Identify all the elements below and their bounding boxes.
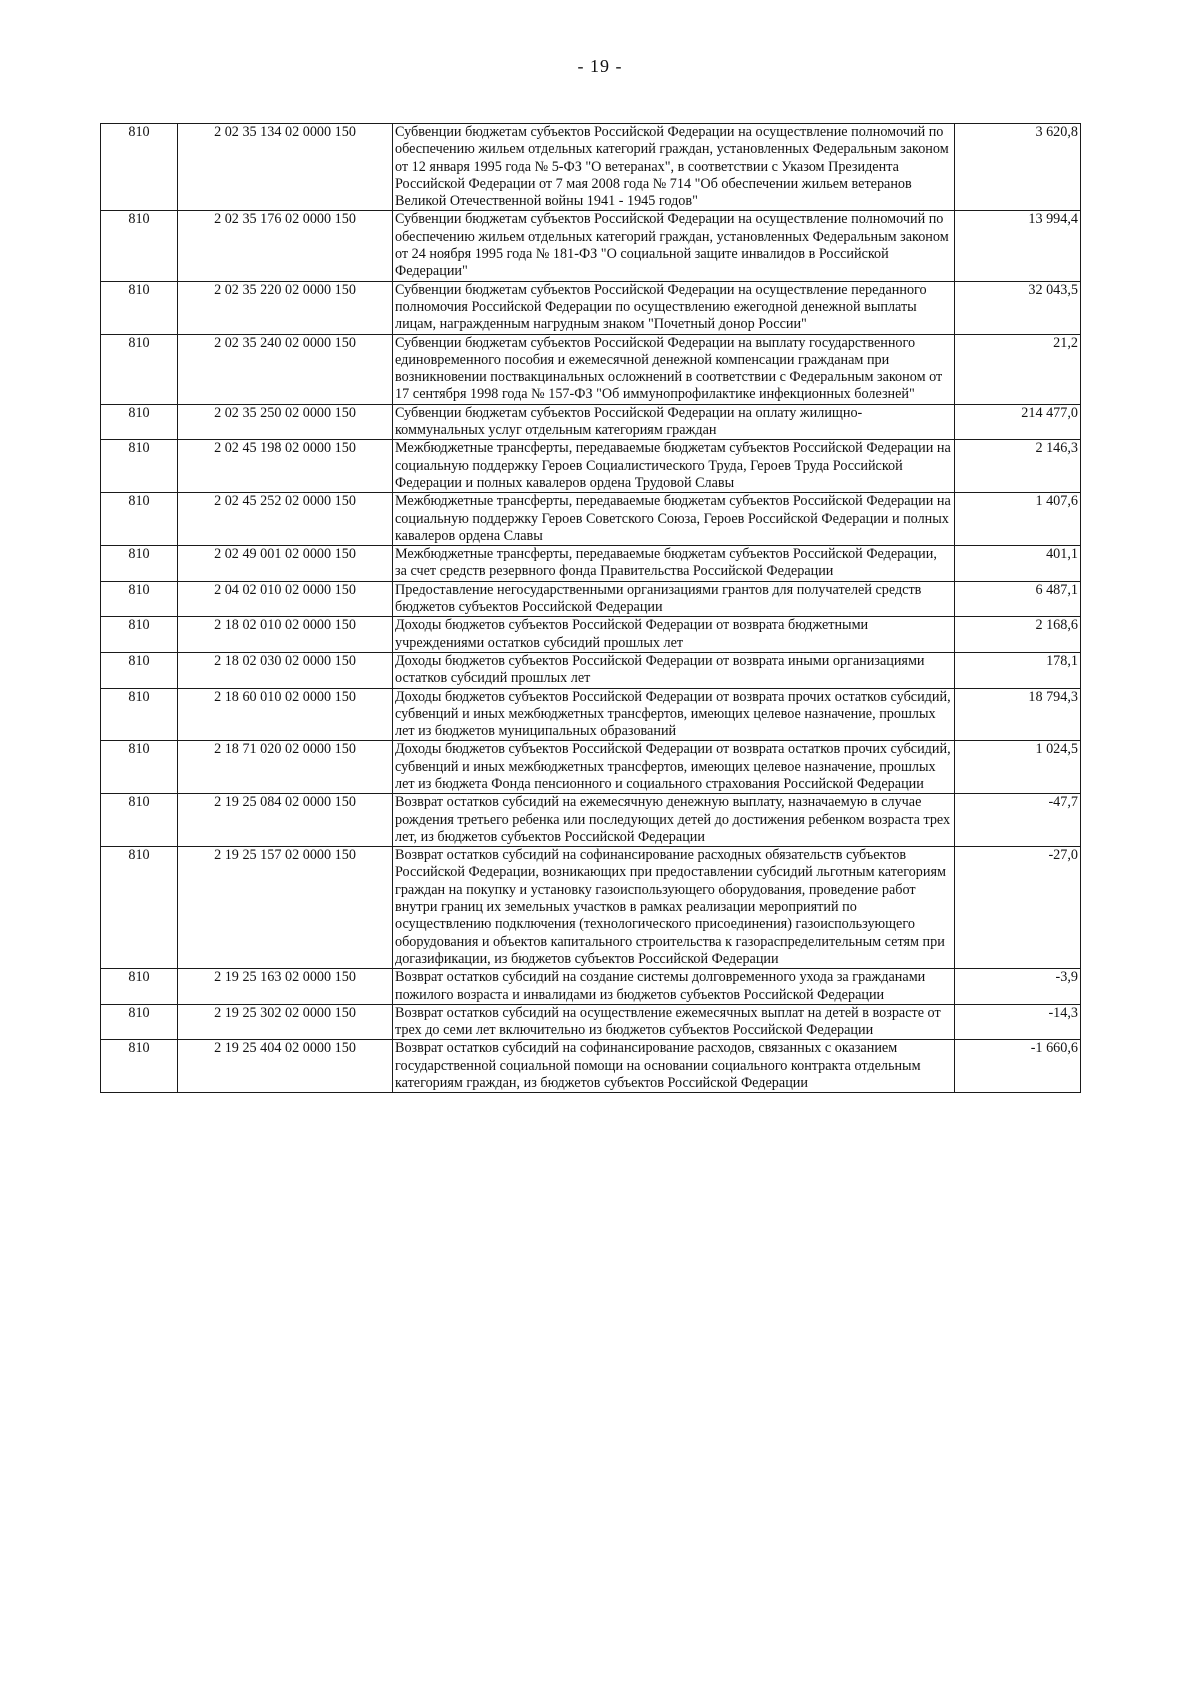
budget-code-cell: 2 19 25 404 02 0000 150 [178,1040,393,1093]
admin-code-cell: 810 [101,1040,178,1093]
admin-code-cell: 810 [101,794,178,847]
revenue-name-cell: Предоставление негосударственными организациями грантов для получателей средств бюджетов субъектов Российской Федерации [393,581,955,617]
revenue-name-cell: Возврат остатков субсидий на ежемесячную денежную выплату, назначаемую в случае рождения третьего ребенка или последующих детей до достижения ребенком возраста трех лет, из бюджетов субъектов Российской Федерации [393,794,955,847]
budget-code-cell: 2 18 60 010 02 0000 150 [178,688,393,741]
budget-code-cell: 2 02 35 134 02 0000 150 [178,124,393,211]
table-row [101,211,1081,281]
amount-cell: 2 146,3 [955,440,1081,493]
table-row [101,124,1081,211]
budget-code-cell: 2 02 35 176 02 0000 150 [178,211,393,281]
amount-cell: -27,0 [955,847,1081,969]
admin-code-cell: 810 [101,581,178,617]
revenue-name-cell: Доходы бюджетов субъектов Российской Федерации от возврата иными организациями остатков субсидий прошлых лет [393,652,955,688]
table-row [101,617,1081,653]
revenue-name-cell: Субвенции бюджетам субъектов Российской Федерации на выплату государственного единовременного пособия и ежемесячной денежной компенсации гражданам при возникновении поствакцинальных осложнений в соответствии с Федеральным законом от 17 сентября 1998 года № 157-ФЗ "Об иммунопрофилактике инфекционных болезней" [393,334,955,404]
admin-code-cell: 810 [101,404,178,440]
amount-cell: 13 994,4 [955,211,1081,281]
revenue-name-cell: Межбюджетные трансферты, передаваемые бюджетам субъектов Российской Федерации на социальную поддержку Героев Социалистического Труда, Героев Труда Российской Федерации и полных кавалеров ордена Трудовой Славы [393,440,955,493]
page-number: - 19 - [577,56,623,76]
budget-code-cell: 2 02 35 240 02 0000 150 [178,334,393,404]
table-row [101,546,1081,582]
table-row [101,794,1081,847]
budget-code-cell: 2 02 49 001 02 0000 150 [178,546,393,582]
revenue-name-cell: Доходы бюджетов субъектов Российской Федерации от возврата остатков прочих субсидий, субвенций и иных межбюджетных трансфертов, имеющих целевое назначение, прошлых лет из бюджета Фонда пенсионного и социального страхования Российской Федерации [393,741,955,794]
revenue-name-cell: Субвенции бюджетам субъектов Российской Федерации на оплату жилищно-коммунальных услуг отдельным категориям граждан [393,404,955,440]
admin-code-cell: 810 [101,124,178,211]
amount-cell: 214 477,0 [955,404,1081,440]
amount-cell: 18 794,3 [955,688,1081,741]
budget-code-cell: 2 19 25 084 02 0000 150 [178,794,393,847]
amount-cell: 178,1 [955,652,1081,688]
table-row [101,404,1081,440]
amount-cell: 3 620,8 [955,124,1081,211]
budget-code-cell: 2 04 02 010 02 0000 150 [178,581,393,617]
admin-code-cell: 810 [101,652,178,688]
table-row [101,1004,1081,1040]
admin-code-cell: 810 [101,440,178,493]
revenue-name-cell: Доходы бюджетов субъектов Российской Федерации от возврата бюджетными учреждениями остатков субсидий прошлых лет [393,617,955,653]
admin-code-cell: 810 [101,617,178,653]
amount-cell: 1 024,5 [955,741,1081,794]
budget-code-cell: 2 02 35 220 02 0000 150 [178,281,393,334]
table-row [101,688,1081,741]
table-row [101,334,1081,404]
amount-cell: 6 487,1 [955,581,1081,617]
table-row [101,1040,1081,1093]
admin-code-cell: 810 [101,546,178,582]
budget-code-cell: 2 19 25 157 02 0000 150 [178,847,393,969]
admin-code-cell: 810 [101,281,178,334]
budget-code-cell: 2 19 25 302 02 0000 150 [178,1004,393,1040]
admin-code-cell: 810 [101,493,178,546]
table-row [101,741,1081,794]
admin-code-cell: 810 [101,211,178,281]
table-row [101,493,1081,546]
table-row [101,581,1081,617]
budget-code-cell: 2 02 35 250 02 0000 150 [178,404,393,440]
revenue-name-cell: Возврат остатков субсидий на осуществление ежемесячных выплат на детей в возрасте от трех до семи лет включительно из бюджетов субъектов Российской Федерации [393,1004,955,1040]
admin-code-cell: 810 [101,847,178,969]
revenue-name-cell: Возврат остатков субсидий на софинансирование расходов, связанных с оказанием государственной социальной помощи на основании социального контракта отдельным категориям граждан, из бюджетов субъектов Российской Федерации [393,1040,955,1093]
revenue-name-cell: Межбюджетные трансферты, передаваемые бюджетам субъектов Российской Федерации, за счет средств резервного фонда Правительства Российской Федерации [393,546,955,582]
table-row [101,281,1081,334]
amount-cell: -1 660,6 [955,1040,1081,1093]
revenue-table-body [101,124,1081,1093]
table-row [101,440,1081,493]
table-row [101,847,1081,969]
budget-code-cell: 2 18 02 010 02 0000 150 [178,617,393,653]
amount-cell: -47,7 [955,794,1081,847]
amount-cell: -3,9 [955,969,1081,1005]
revenue-name-cell: Возврат остатков субсидий на софинансирование расходных обязательств субъектов Российской Федерации, возникающих при предоставлении субсидий льготным категориям граждан на покупку и установку газоиспользующего оборудования, проведение работ внутри границ их земельных участков в рамках реализации мероприятий по осуществлению подключения (технологического присоединения) газоиспользующего оборудования и объектов капитального строительства к газораспределительным сетям при догазификации, из бюджетов субъектов Российской Федерации [393,847,955,969]
admin-code-cell: 810 [101,969,178,1005]
revenue-name-cell: Субвенции бюджетам субъектов Российской Федерации на осуществление полномочий по обеспечению жильем отдельных категорий граждан, установленных Федеральным законом от 24 ноября 1995 года № 181-ФЗ "О социальной защите инвалидов в Российской Федерации" [393,211,955,281]
amount-cell: 401,1 [955,546,1081,582]
amount-cell: 2 168,6 [955,617,1081,653]
admin-code-cell: 810 [101,334,178,404]
amount-cell: -14,3 [955,1004,1081,1040]
admin-code-cell: 810 [101,688,178,741]
budget-code-cell: 2 02 45 252 02 0000 150 [178,493,393,546]
table-row [101,652,1081,688]
amount-cell: 1 407,6 [955,493,1081,546]
budget-code-cell: 2 18 71 020 02 0000 150 [178,741,393,794]
budget-code-cell: 2 02 45 198 02 0000 150 [178,440,393,493]
budget-code-cell: 2 19 25 163 02 0000 150 [178,969,393,1005]
revenue-name-cell: Субвенции бюджетам субъектов Российской Федерации на осуществление полномочий по обеспечению жильем отдельных категорий граждан, установленных Федеральным законом от 12 января 1995 года № 5-ФЗ "О ветеранах", в соответствии с Указом Президента Российской Федерации от 7 мая 2008 года № 714 "Об обеспечении жильем ветеранов Великой Отечественной войны 1941 - 1945 годов" [393,124,955,211]
admin-code-cell: 810 [101,1004,178,1040]
admin-code-cell: 810 [101,741,178,794]
budget-code-cell: 2 18 02 030 02 0000 150 [178,652,393,688]
revenue-table [100,123,1081,1093]
revenue-name-cell: Доходы бюджетов субъектов Российской Федерации от возврата прочих остатков субсидий, субвенций и иных межбюджетных трансфертов, имеющих целевое назначение, прошлых лет из бюджетов муниципальных образований [393,688,955,741]
table-row [101,969,1081,1005]
revenue-name-cell: Возврат остатков субсидий на создание системы долговременного ухода за гражданами пожилого возраста и инвалидами из бюджетов субъектов Российской Федерации [393,969,955,1005]
revenue-name-cell: Межбюджетные трансферты, передаваемые бюджетам субъектов Российской Федерации на социальную поддержку Героев Советского Союза, Героев Российской Федерации и полных кавалеров ордена Славы [393,493,955,546]
amount-cell: 32 043,5 [955,281,1081,334]
amount-cell: 21,2 [955,334,1081,404]
revenue-name-cell: Субвенции бюджетам субъектов Российской Федерации на осуществление переданного полномочия Российской Федерации по осуществлению ежегодной денежной выплаты лицам, награжденным нагрудным знаком "Почетный донор России" [393,281,955,334]
